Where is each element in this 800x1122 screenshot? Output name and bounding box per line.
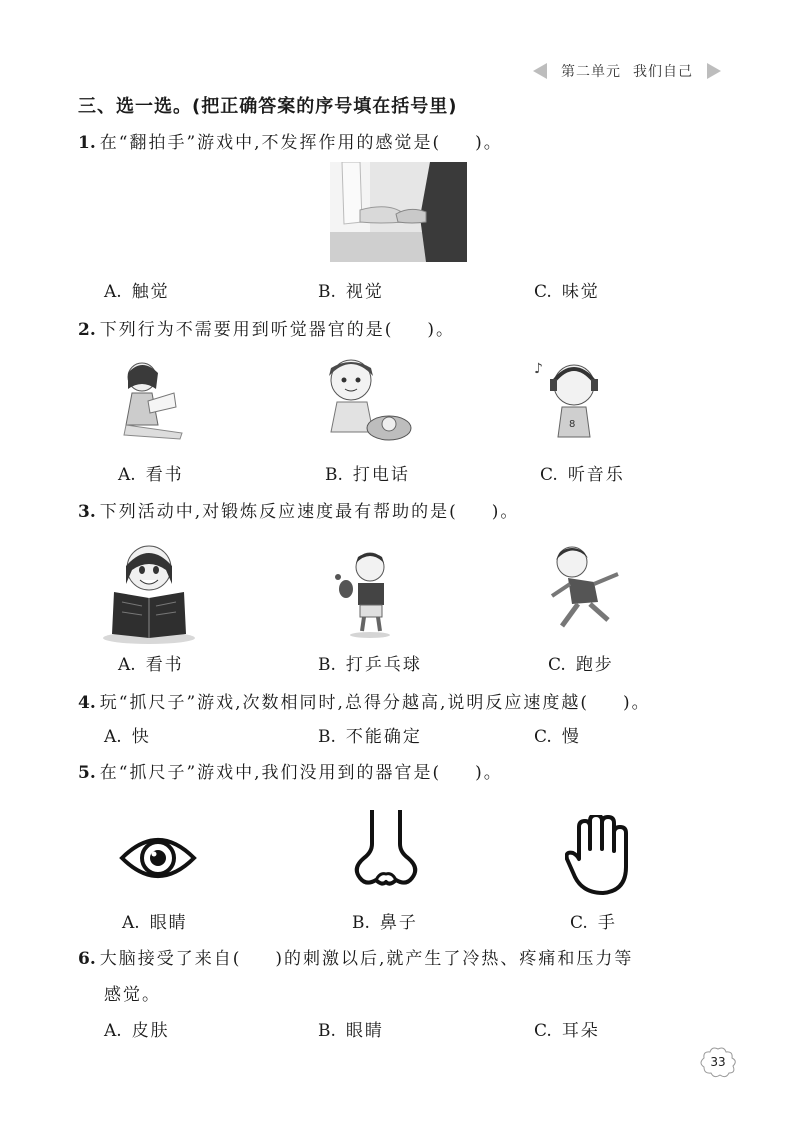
q4-option-a[interactable]: A. 快	[104, 727, 151, 747]
q3-option-a[interactable]: A. 看书	[118, 655, 184, 675]
page-number: 33	[698, 1046, 738, 1078]
q1-option-a[interactable]: A. 触觉	[104, 282, 170, 302]
q3-option-c[interactable]: C. 跑步	[548, 655, 614, 675]
q4-option-c[interactable]: C. 慢	[534, 727, 581, 747]
q6-option-c[interactable]: C. 耳朵	[534, 1021, 600, 1041]
unit-header	[533, 60, 721, 82]
girl-reading-illustration	[112, 355, 192, 440]
svg-text:♪: ♪	[534, 361, 543, 377]
q2-option-a[interactable]: A. 看书	[118, 465, 184, 485]
q2-option-c[interactable]: C. 听音乐	[540, 465, 625, 485]
eye-icon	[118, 828, 198, 888]
q5-option-b[interactable]: B. 鼻子	[352, 913, 418, 933]
girl-headphones-illustration	[532, 355, 612, 445]
question-6-continuation: 感觉。	[104, 985, 161, 1005]
q4-option-b[interactable]: B. 不能确定	[318, 727, 422, 747]
q1-option-b[interactable]: B. 视觉	[318, 282, 384, 302]
question-2: 2. 下列行为不需要用到听觉器官的是( )。	[78, 320, 456, 340]
question-4: 4. 玩“抓尺子”游戏,次数相同时,总得分越高,说明反应速度越( )。	[78, 693, 651, 713]
boy-ping-pong-illustration	[330, 545, 408, 640]
q5-option-a[interactable]: A. 眼睛	[122, 913, 188, 933]
unit-title: 我们自己	[633, 64, 693, 80]
hand-icon	[565, 815, 629, 895]
q6-option-a[interactable]: A. 皮肤	[104, 1021, 170, 1041]
question-1: 1. 在“翻拍手”游戏中,不发挥作用的感觉是( )。	[78, 133, 503, 153]
q1-option-c[interactable]: C. 味觉	[534, 282, 600, 302]
unit-label: 第二单元	[561, 64, 621, 80]
section-title: 三、选一选。(把正确答案的序号填在括号里)	[78, 96, 458, 117]
clapping-hands-photo	[330, 162, 467, 262]
q6-option-b[interactable]: B. 眼睛	[318, 1021, 384, 1041]
nose-icon	[350, 808, 422, 888]
question-3: 3. 下列活动中,对锻炼反应速度最有帮助的是( )。	[78, 502, 520, 522]
question-5: 5. 在“抓尺子”游戏中,我们没用到的器官是( )。	[78, 763, 503, 783]
boy-running-illustration	[538, 540, 628, 640]
girl-phone-illustration	[315, 352, 415, 447]
question-6: 6. 大脑接受了来自( )的刺激以后,就产生了冷热、疼痛和压力等	[78, 949, 634, 969]
triangle-left-icon	[533, 63, 547, 79]
q5-option-c[interactable]: C. 手	[570, 913, 617, 933]
q2-option-b[interactable]: B. 打电话	[325, 465, 410, 485]
svg-text:8: 8	[569, 419, 576, 430]
child-reading-book-illustration	[100, 540, 198, 645]
triangle-right-icon	[707, 63, 721, 79]
q3-option-b[interactable]: B. 打乒乓球	[318, 655, 422, 675]
